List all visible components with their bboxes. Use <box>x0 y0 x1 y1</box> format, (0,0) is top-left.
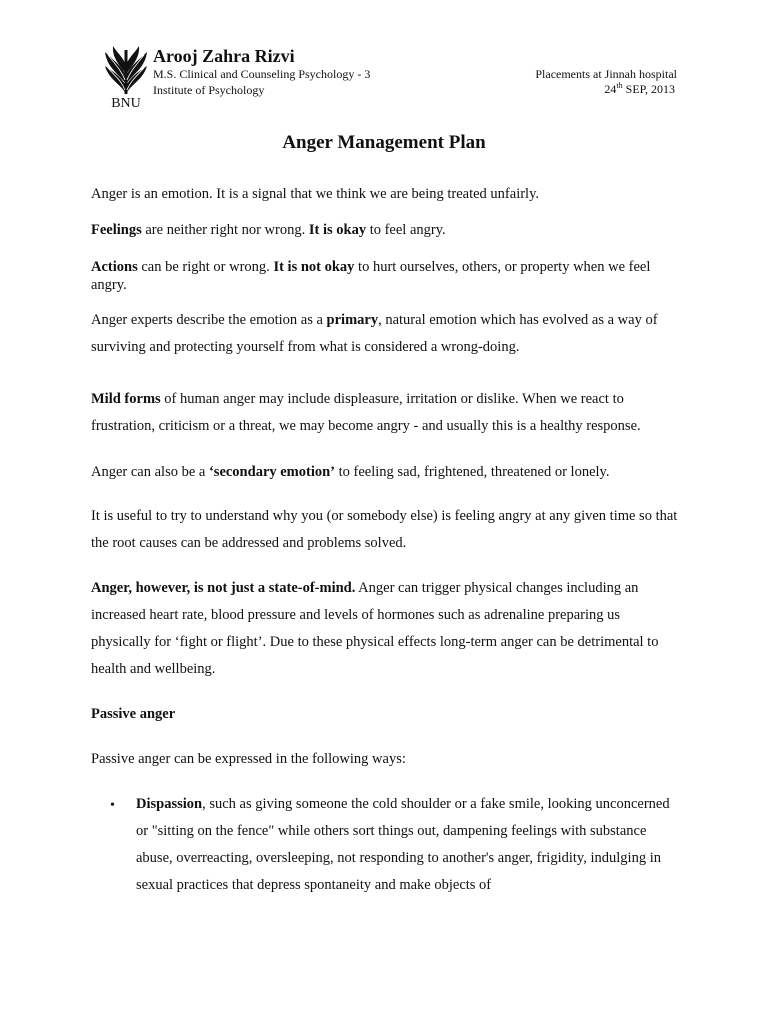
paragraph-anger-definition: Anger is an emotion. It is a signal that we think we are being treated unfairly. <box>91 186 540 202</box>
document-title: Anger Management Plan <box>282 132 486 153</box>
paragraph-passive-intro: Passive anger can be expressed in the following ways: <box>91 751 406 767</box>
leaf-emblem-icon <box>103 44 149 96</box>
paragraph-physical-changes: Anger, however, is not just a state-of-mind. Anger can trigger physical changes including an increased heart rate, blood pressure and levels of hormones such as adrenaline preparing us physically for ‘fight or flight’. Due to these physical effects long-term anger can be detrimental to health and wellbeing. <box>91 580 659 677</box>
paragraph-secondary-emotion: Anger can also be a ‘secondary emotion’ to feeling sad, frightened, threatened or lonely. <box>91 464 610 480</box>
placement-info: Placements at Jinnah hospital <box>535 67 677 81</box>
document-date: 24th SEP, 2013 <box>604 81 675 96</box>
institute-name: Institute of Psychology <box>153 83 265 97</box>
logo-text: BNU <box>111 96 141 111</box>
list-item-dispassion: Dispassion, such as giving someone the cold shoulder or a fake smile, looking unconcerned or "sitting on the fence" while others sort things out, dampening feelings with substance abuse, overreacting, oversleeping, not responding to another's anger, frigidity, indulging in sexual practices that depress spontaneity and make objects of <box>136 796 670 893</box>
paragraph-understanding: It is useful to try to understand why you (or somebody else) is feeling angry at any given time so that the root causes can be addressed and problems solved. <box>91 508 678 551</box>
author-name: Arooj Zahra Rizvi <box>153 46 295 66</box>
paragraph-primary-emotion: Anger experts describe the emotion as a primary, natural emotion which has evolved as a way of surviving and protecting yourself from what is considered a wrong-doing. <box>91 312 658 355</box>
paragraph-mild-forms: Mild forms of human anger may include displeasure, irritation or dislike. When we react to frustration, criticism or a threat, we may become angry - and usually this is a healthy response. <box>91 391 641 434</box>
bullet-marker: • <box>110 798 115 813</box>
paragraph-feelings: Feelings are neither right nor wrong. It is okay to feel angry. <box>91 222 446 238</box>
university-logo <box>103 44 149 114</box>
paragraph-actions: Actions can be right or wrong. It is not okay to hurt ourselves, others, or property when we feel angry. <box>91 259 651 293</box>
heading-passive-anger: Passive anger <box>91 706 176 722</box>
program-name: M.S. Clinical and Counseling Psychology - 3 <box>153 67 371 81</box>
